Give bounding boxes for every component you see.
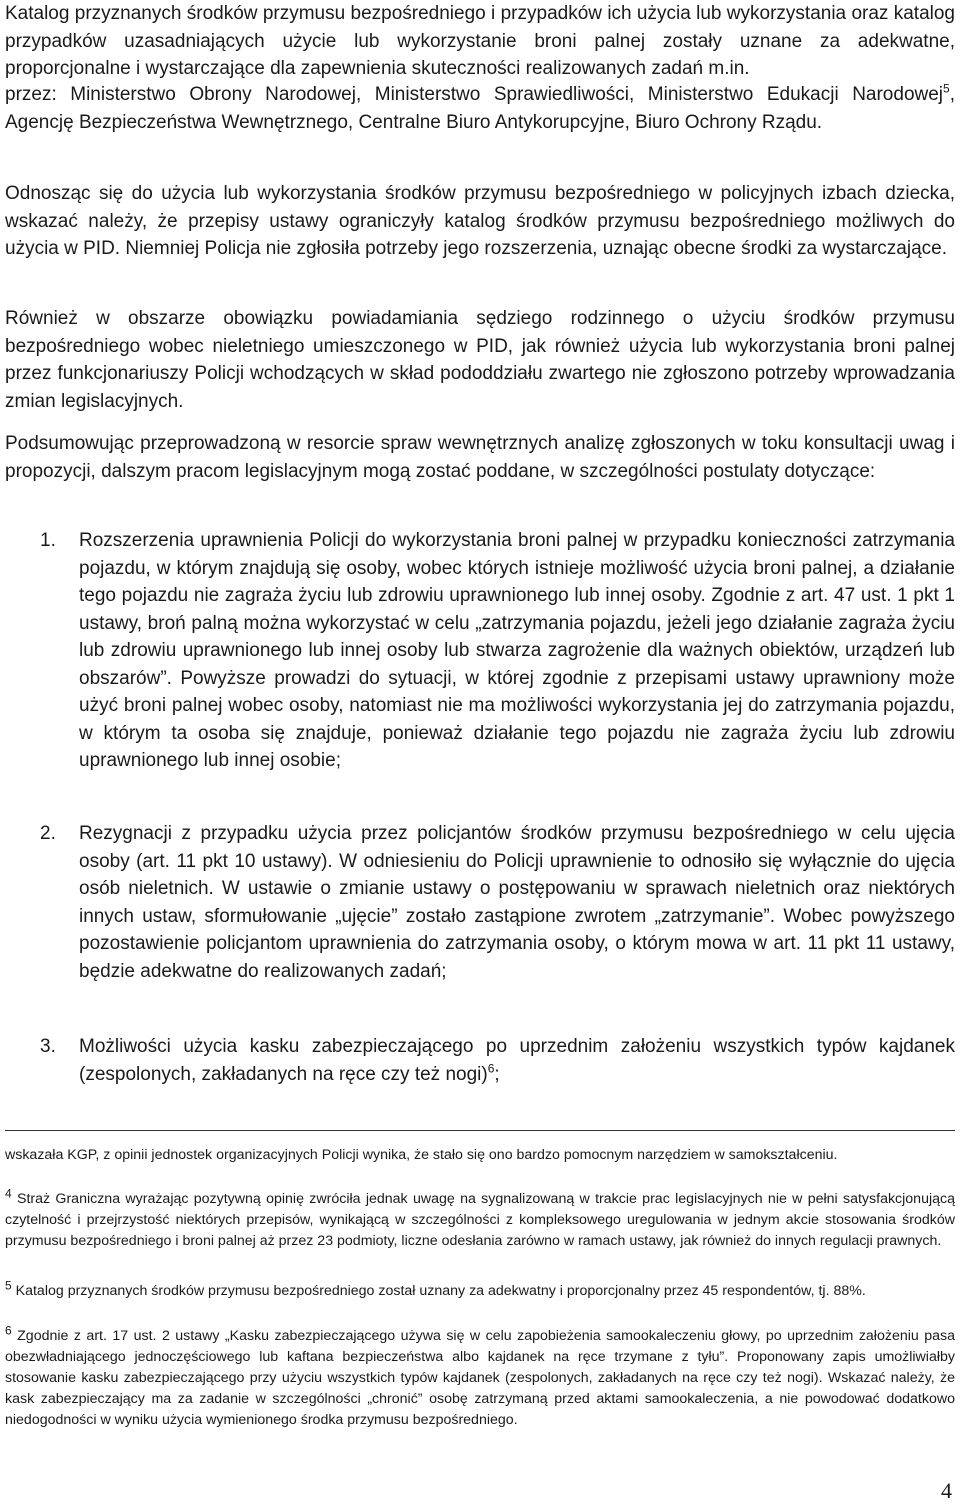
- list-item-text: Rozszerzenia uprawnienia Policji do wykorzystania broni palnej w przypadku konieczności zatrzymania pojazdu, w którym znajdują się osoby, wobec których istnieje możliwość użycia broni palnej, a działanie tego pojazdu nie zagraża życiu lub zdrowiu uprawnionego lub innej osoby. Zgodnie z art. 47 ust. 1 pkt 1 ustawy, broń palną można wykorzystać w celu „zatrzymania pojazdu, jeżeli jego działanie zagraża życiu lub zdrowiu uprawnionego lub innej osoby lub stwarza zagrożenie dla ważnych obiektów, urządzeń lub obszarów”. Powyższe prowadzi do sytuacji, w której zgodnie z przepisami ustawy uprawniony może użyć broni palnej wobec osoby, natomiast nie ma możliwości wykorzystania jej do zatrzymania pojazdu, w którym ta osoba się znajduje, ponieważ działanie tego pojazdu nie zagraża życiu lub zdrowiu uprawnionego lub innej osobie;: [79, 530, 955, 771]
- footnote-4-text: Straż Graniczna wyrażając pozytywną opinię zwróciła jednak uwagę na sygnalizowaną w trakcie prac legislacyjnych nie w pełni satysfakcjonującą czytelność i przejrzystość niektórych przepisów, wynikającą w szczególności z kompleksowego uregulowania w jednym akcie stosowania środków przymusu bezpośredniego i broni palnej aż przez 23 podmioty, liczne odesłania zarówno w ramach ustawy, jak również do innych regulacji prawnych.: [5, 1191, 955, 1249]
- footnote-mark-6: 6: [5, 1323, 12, 1338]
- list-number: 1.: [40, 530, 56, 551]
- footnote-6-text: Zgodnie z art. 17 ust. 2 ustawy „Kasku zabezpieczającego używa się w celu zapobieżenia samookaleczeniu głowy, po uprzednim założeniu pasa obezwładniającego jednoczęściowego lub kaftana bezpieczeństwa albo kajdanek na ręce trzymane z tyłu”. Proponowany zapis umożliwiałby stosowanie kasku zabezpieczającego przy użyciu wszystkich typów kajdanek (zespolonych, zakładanych na ręce czy też nogi). Wskazać należy, że kask zabezpieczający ma za zadanie w szczególności „chronić” osobę zatrzymaną przed aktami samookaleczenia, a nie powodować dodatkowo niedogodności w wyniku użycia wymienionego środka przymusu bezpośredniego.: [5, 1328, 955, 1428]
- list-item-text-b: ;: [494, 1063, 500, 1085]
- page-number: 4: [941, 1478, 952, 1503]
- footnote-continuation: wskazała KGP, z opinii jednostek organizacyjnych Policji wynika, że stało się ono bardzo pomocnym narzędziem w samokształceniu.: [5, 1147, 838, 1163]
- paragraph-pid: Odnosząc się do użycia lub wykorzystania środków przymusu bezpośredniego w policyjnych izbach dziecka, wskazać należy, że przepisy ustawy ograniczyły katalog środków przymusu bezpośredniego możliwych do użycia w PID. Niemniej Policja nie zgłosiła potrzeby jego rozszerzenia, uznając obecne środki za wystarczające.: [5, 183, 955, 259]
- paragraph-institutions-text-b: , Agencję Bezpieczeństwa Wewnętrznego, Centralne Biuro Antykorupcyjne, Biuro Ochrony Rządu.: [5, 84, 955, 133]
- paragraph-institutions-text-a: przez: Ministerstwo Obrony Narodowej, Ministerstwo Sprawiedliwości, Ministerstwo Edukacji Narodowej: [5, 84, 944, 105]
- footnote-5: [5, 1278, 955, 1302]
- list-number: 3.: [40, 1036, 56, 1057]
- list-item-text: Rezygnacji z przypadku użycia przez policjantów środków przymusu bezpośredniego w celu ujęcia osoby (art. 11 pkt 10 ustawy). W odniesieniu do Policji uprawnienie to odnosiło się wyłącznie do ujęcia osób nieletnich. W ustawie o zmianie ustawy o postępowaniu w sprawach nieletnich oraz niektórych innych ustaw, sformułowanie „ujęcie” zostało zastąpione zwrotem „zatrzymanie”. Wobec powyższego pozostawienie policjantom uprawnienia do zatrzymania osoby, o którym mowa w art. 11 pkt 11 ustawy, będzie adekwatne do realizowanych zadań;: [79, 823, 955, 982]
- paragraph-catalog-adequacy: [5, 0, 955, 83]
- footnote-mark-4: 4: [5, 1186, 12, 1201]
- footnote-5-text: Katalog przyznanych środków przymusu bezpośredniego został uznany za adekwatny i proporcjonalny przez 45 respondentów, tj. 88%.: [11, 1283, 866, 1299]
- footnote-separator: [5, 1130, 955, 1131]
- footnote-mark-5: 5: [5, 1278, 12, 1293]
- paragraph-institutions: [5, 81, 955, 136]
- paragraph-catalog-text: Katalog przyznanych środków przymusu bezpośredniego i przypadków ich użycia lub wykorzystania oraz katalog przypadków uzasadniających użycie lub wykorzystanie broni palnej zostały uznane za adekwatne, proporcjonalne i wystarczające dla zapewnienia skuteczności realizowanych zadań m.in.: [5, 3, 955, 79]
- footnote-6: [5, 1323, 955, 1431]
- footnote-ref-5[interactable]: 5: [943, 81, 950, 96]
- paragraph-summary: Podsumowując przeprowadzoną w resorcie spraw wewnętrznych analizę zgłoszonych w toku konsultacji uwag i propozycji, dalszym pracom legislacyjnym mogą zostać poddane, w szczególności postulaty dotyczące:: [5, 433, 955, 482]
- list-number: 2.: [40, 823, 56, 844]
- paragraph-judge-notification: Również w obszarze obowiązku powiadamiania sędziego rodzinnego o użyciu środków przymusu bezpośredniego wobec nieletniego umieszczonego w PID, jak również użycia lub wykorzystania broni palnej przez funkcjonariuszy Policji wchodzących w skład pododdziału zwartego nie zgłoszono potrzeby wprowadzania zmian legislacyjnych.: [5, 308, 955, 412]
- list-item-text: [79, 1033, 955, 1088]
- list-item-text-a: Możliwości użycia kasku zabezpieczającego po uprzednim założeniu wszystkich typów kajdanek (zespolonych, zakładanych na ręce czy też nogi): [79, 1036, 955, 1085]
- footnote-ref-6[interactable]: 6: [487, 1061, 495, 1076]
- footnote-4: [5, 1186, 955, 1252]
